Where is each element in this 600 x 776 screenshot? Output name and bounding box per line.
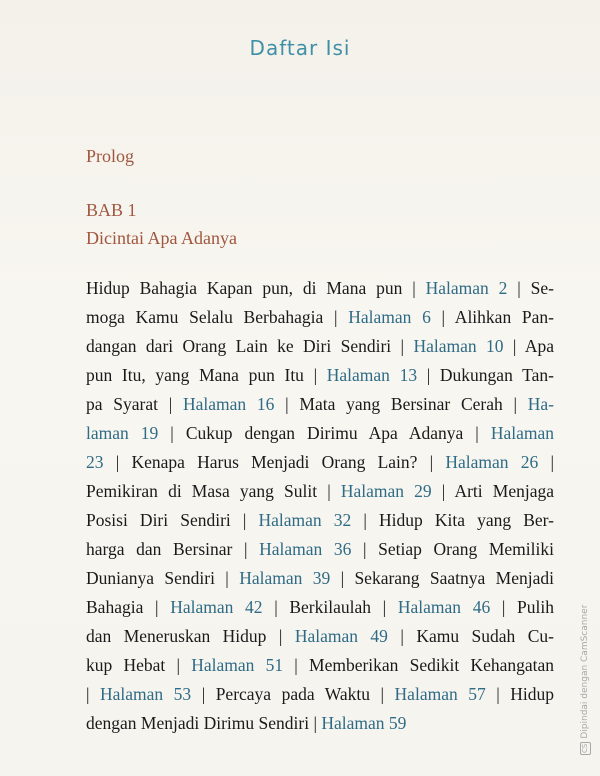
page-reference[interactable]: Halaman 29 bbox=[340, 481, 432, 501]
toc-line bbox=[86, 332, 554, 361]
toc-text: | bbox=[538, 452, 554, 472]
toc-text: kup Hebat | bbox=[86, 655, 192, 675]
toc-line bbox=[86, 593, 554, 622]
prolog-heading: Prolog bbox=[86, 146, 135, 166]
toc-text: harga dan Bersinar | bbox=[86, 539, 260, 559]
page-reference[interactable]: Halaman bbox=[490, 423, 554, 443]
toc-text: dengan Menjadi Dirimu Sendiri | bbox=[86, 713, 322, 733]
toc-text: Dunianya Sendiri | bbox=[86, 568, 240, 588]
toc-text: | Apa bbox=[503, 336, 554, 356]
page-reference[interactable]: Halaman 59 bbox=[321, 713, 407, 733]
page-reference[interactable]: Halaman 26 bbox=[445, 452, 539, 472]
toc-line bbox=[86, 651, 554, 680]
page-reference[interactable]: Halaman 53 bbox=[100, 684, 192, 704]
toc-text: | Alihkan Pan- bbox=[430, 307, 554, 327]
toc-text: | Kenapa Harus Menjadi Orang Lain? | bbox=[103, 452, 446, 472]
toc-text: | bbox=[86, 684, 101, 704]
toc-text: | Pulih bbox=[490, 597, 555, 617]
page-reference[interactable]: Halaman 36 bbox=[259, 539, 352, 559]
toc-line bbox=[86, 361, 554, 390]
watermark-text: Dipindai dengan CamScanner bbox=[580, 604, 590, 739]
toc-text: Bahagia | bbox=[86, 597, 171, 617]
page-reference[interactable]: Halaman 2 bbox=[425, 278, 508, 298]
camscanner-badge: CS bbox=[581, 743, 589, 753]
page-reference[interactable]: Halaman 16 bbox=[183, 394, 275, 414]
toc-text: Hidup Bahagia Kapan pun, di Mana pun | bbox=[86, 278, 426, 298]
toc-text: Pemikiran di Masa yang Sulit | bbox=[86, 481, 341, 501]
toc-line bbox=[86, 622, 554, 651]
toc-line bbox=[86, 477, 554, 506]
toc-text: | Kamu Sudah Cu- bbox=[387, 626, 554, 646]
page-reference[interactable]: Halaman 49 bbox=[294, 626, 388, 646]
toc-line bbox=[86, 564, 554, 593]
toc-line bbox=[86, 390, 554, 419]
toc-line bbox=[86, 709, 554, 738]
chapter-name: Dicintai Apa Adanya bbox=[86, 228, 237, 248]
toc-text: | Mata yang Bersinar Cerah | bbox=[274, 394, 528, 414]
page-reference[interactable]: Halaman 6 bbox=[348, 307, 431, 327]
page-reference[interactable]: Halaman 57 bbox=[394, 684, 486, 704]
toc-text: | Sekarang Saatnya Menjadi bbox=[330, 568, 554, 588]
page-reference[interactable]: Halaman 32 bbox=[258, 510, 352, 530]
toc-text: | Arti Menjaga bbox=[431, 481, 554, 501]
page-reference[interactable]: Halaman 42 bbox=[170, 597, 263, 617]
toc-line bbox=[86, 506, 554, 535]
toc-text: | Hidup Kita yang Ber- bbox=[351, 510, 554, 530]
toc-text: pa Syarat | bbox=[86, 394, 183, 414]
toc-text: pun Itu, yang Mana pun Itu | bbox=[86, 365, 327, 385]
toc-text: Posisi Diri Sendiri | bbox=[86, 510, 259, 530]
page-reference[interactable]: Ha- bbox=[527, 394, 554, 414]
toc-body bbox=[86, 274, 554, 738]
page-reference[interactable]: laman 19 bbox=[86, 423, 159, 443]
toc-text: | Se- bbox=[507, 278, 554, 298]
page-reference[interactable]: Halaman 10 bbox=[413, 336, 504, 356]
page-reference[interactable]: Halaman 13 bbox=[326, 365, 418, 385]
toc-line bbox=[86, 448, 554, 477]
toc-line bbox=[86, 535, 554, 564]
toc-line bbox=[86, 680, 554, 709]
toc-text: | Setiap Orang Memiliki bbox=[351, 539, 554, 559]
page-title: Daftar Isi bbox=[249, 36, 351, 60]
page-reference[interactable]: Halaman 39 bbox=[239, 568, 331, 588]
toc-line bbox=[86, 419, 554, 448]
toc-line bbox=[86, 303, 554, 332]
toc-line bbox=[86, 274, 554, 303]
chapter-number: BAB 1 bbox=[86, 200, 137, 220]
toc-text: moga Kamu Selalu Berbahagia | bbox=[86, 307, 349, 327]
toc-text: | Berkilaulah | bbox=[262, 597, 398, 617]
toc-text: | Hidup bbox=[485, 684, 554, 704]
toc-text: | Memberikan Sedikit Kehangatan bbox=[283, 655, 555, 675]
toc-text: | Dukungan Tan- bbox=[417, 365, 554, 385]
page-reference[interactable]: 23 bbox=[86, 452, 104, 472]
chapter-heading bbox=[86, 196, 237, 252]
toc-text: dangan dari Orang Lain ke Diri Sendiri | bbox=[86, 336, 414, 356]
scanner-watermark bbox=[580, 605, 591, 755]
toc-text: | Percaya pada Waktu | bbox=[191, 684, 395, 704]
page-reference[interactable]: Halaman 51 bbox=[191, 655, 284, 675]
toc-text: dan Meneruskan Hidup | bbox=[86, 626, 295, 646]
toc-text: | Cukup dengan Dirimu Apa Adanya | bbox=[158, 423, 491, 443]
page-reference[interactable]: Halaman 46 bbox=[397, 597, 491, 617]
